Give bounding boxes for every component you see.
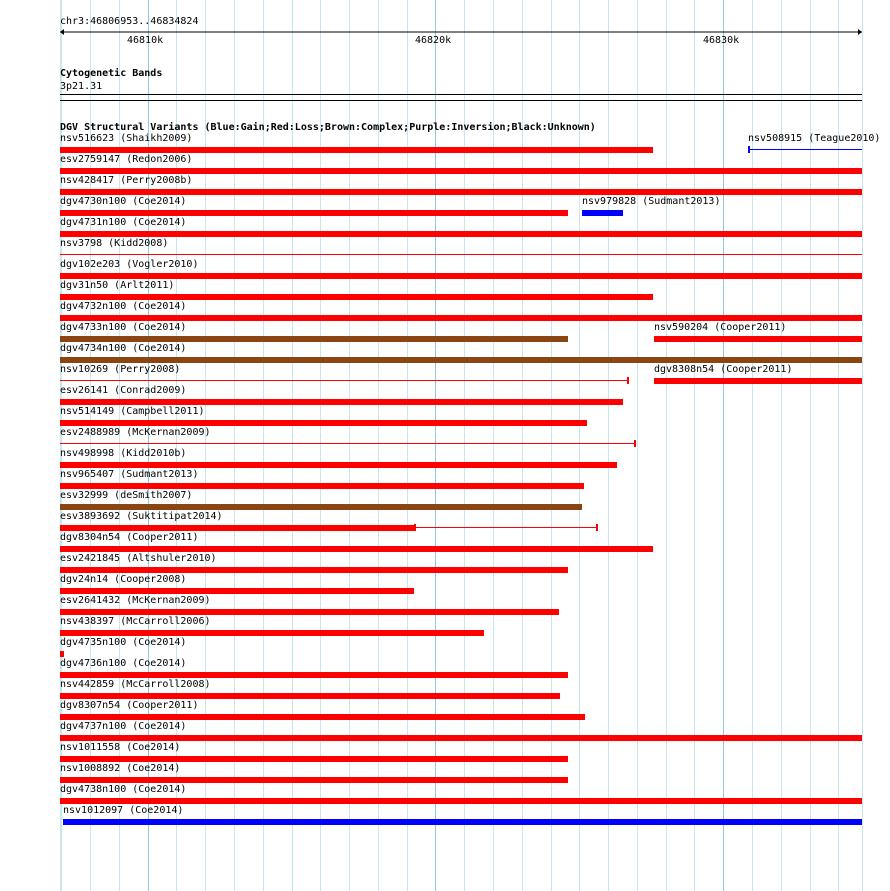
sv-feature-label[interactable]: esv2759147 (Redon2006) xyxy=(60,154,193,165)
sv-feature-bar[interactable] xyxy=(60,651,64,657)
sv-feature-label[interactable]: nsv3798 (Kidd2008) xyxy=(60,238,169,249)
sv-feature-label[interactable]: nsv514149 (Campbell2011) xyxy=(60,406,205,417)
sv-feature-bar[interactable] xyxy=(60,357,862,363)
sv-feature-bar[interactable] xyxy=(582,210,623,216)
sv-feature-bar[interactable] xyxy=(60,189,862,195)
sv-feature-bar[interactable] xyxy=(60,693,560,699)
sv-feature-label[interactable]: esv2488989 (McKernan2009) xyxy=(60,427,211,438)
sv-feature-bar[interactable] xyxy=(60,462,617,468)
sv-feature-label[interactable]: nsv979828 (Sudmant2013) xyxy=(582,196,721,207)
sv-feature-bar[interactable] xyxy=(63,819,862,825)
sv-feature-bar[interactable] xyxy=(60,567,568,573)
ruler-tick-label: 46830k xyxy=(703,35,740,46)
cytoband-track-title: Cytogenetic Bands xyxy=(60,68,163,79)
sv-feature-bar[interactable] xyxy=(60,714,585,720)
sv-feature-label[interactable]: dgv4738n100 (Coe2014) xyxy=(60,784,187,795)
sv-feature-label[interactable]: esv32999 (deSmith2007) xyxy=(60,490,193,501)
sv-feature-label[interactable]: dgv31n50 (Arlt2011) xyxy=(60,280,175,291)
cytoband-name: 3p21.31 xyxy=(60,81,103,92)
sv-feature-bar[interactable] xyxy=(654,336,862,342)
sv-feature-bar[interactable] xyxy=(60,609,559,615)
sv-feature-label[interactable]: nsv516623 (Shaikh2009) xyxy=(60,133,193,144)
sv-feature-label[interactable]: nsv438397 (McCarroll2006) xyxy=(60,616,211,627)
sv-feature-bar[interactable] xyxy=(60,399,623,405)
sv-feature-bar[interactable] xyxy=(60,756,568,762)
cytoband-bar-bottom xyxy=(60,100,862,101)
sv-feature-label[interactable]: dgv4731n100 (Coe2014) xyxy=(60,217,187,228)
sv-feature-bar[interactable] xyxy=(60,777,568,783)
sv-feature-bar[interactable] xyxy=(60,168,862,174)
sv-feature-bar[interactable] xyxy=(748,149,862,150)
sv-feature-bar[interactable] xyxy=(60,273,862,279)
sv-feature-bar[interactable] xyxy=(60,420,587,426)
sv-feature-bar[interactable] xyxy=(60,380,628,381)
sv-feature-bar[interactable] xyxy=(414,527,597,528)
sv-feature-label[interactable]: nsv965407 (Sudmant2013) xyxy=(60,469,199,480)
sv-feature-bar[interactable] xyxy=(60,210,568,216)
sv-feature-label[interactable]: nsv508915 (Teague2010) xyxy=(748,133,881,144)
sv-feature-bar[interactable] xyxy=(654,378,862,384)
sv-feature-label[interactable]: dgv4730n100 (Coe2014) xyxy=(60,196,187,207)
sv-feature-bar[interactable] xyxy=(60,630,484,636)
sv-feature-bar[interactable] xyxy=(60,336,568,342)
sv-feature-bar[interactable] xyxy=(60,315,862,321)
sv-feature-label[interactable]: nsv498998 (Kidd2010b) xyxy=(60,448,187,459)
sv-feature-label[interactable]: dgv8307n54 (Cooper2011) xyxy=(60,700,199,711)
sv-feature-label[interactable]: dgv4736n100 (Coe2014) xyxy=(60,658,187,669)
sv-feature-label[interactable]: nsv1008892 (Coe2014) xyxy=(60,763,181,774)
sv-feature-bar[interactable] xyxy=(60,588,414,594)
sv-feature-label[interactable]: dgv8308n54 (Cooper2011) xyxy=(654,364,793,375)
sv-feature-label[interactable]: dgv8304n54 (Cooper2011) xyxy=(60,532,199,543)
sv-feature-label[interactable]: nsv1011558 (Coe2014) xyxy=(60,742,181,753)
ruler-tick-label: 46820k xyxy=(415,35,452,46)
sv-feature-bar[interactable] xyxy=(60,483,584,489)
sv-feature-label[interactable]: esv26141 (Conrad2009) xyxy=(60,385,187,396)
sv-feature-bar[interactable] xyxy=(60,798,862,804)
sv-feature-bar[interactable] xyxy=(60,546,653,552)
sv-feature-label[interactable]: esv2421845 (Altshuler2010) xyxy=(60,553,217,564)
sv-feature-bar[interactable] xyxy=(60,525,414,531)
sv-feature-bar[interactable] xyxy=(60,294,653,300)
sv-feature-label[interactable]: dgv4734n100 (Coe2014) xyxy=(60,343,187,354)
ruler-location: chr3:46806953..46834824 xyxy=(60,16,199,27)
cytoband-bar-top xyxy=(60,94,862,95)
sv-feature-label[interactable]: nsv1012097 (Coe2014) xyxy=(63,805,184,816)
sv-feature-bar[interactable] xyxy=(60,254,862,255)
sv-feature-bar[interactable] xyxy=(60,735,862,741)
sv-feature-bar[interactable] xyxy=(60,443,635,444)
sv-feature-label[interactable]: dgv102e203 (Vogler2010) xyxy=(60,259,199,270)
dgv-track-title: DGV Structural Variants (Blue:Gain;Red:Loss;Brown:Complex;Purple:Inversion;Black:Unknown) xyxy=(60,122,596,133)
sv-feature-label[interactable]: dgv4733n100 (Coe2014) xyxy=(60,322,187,333)
sv-feature-bar[interactable] xyxy=(60,672,568,678)
sv-feature-label[interactable]: esv3893692 (Suktitipat2014) xyxy=(60,511,223,522)
sv-feature-bar[interactable] xyxy=(60,147,653,153)
sv-feature-label[interactable]: dgv4732n100 (Coe2014) xyxy=(60,301,187,312)
sv-feature-label[interactable]: nsv428417 (Perry2008b) xyxy=(60,175,193,186)
sv-feature-label[interactable]: dgv24n14 (Cooper2008) xyxy=(60,574,187,585)
sv-feature-bar[interactable] xyxy=(60,504,582,510)
sv-feature-label[interactable]: esv2641432 (McKernan2009) xyxy=(60,595,211,606)
sv-feature-label[interactable]: nsv590204 (Cooper2011) xyxy=(654,322,787,333)
ruler-tick-label: 46810k xyxy=(127,35,164,46)
sv-feature-label[interactable]: nsv10269 (Perry2008) xyxy=(60,364,181,375)
sv-feature-label[interactable]: dgv4737n100 (Coe2014) xyxy=(60,721,187,732)
sv-feature-bar[interactable] xyxy=(60,231,862,237)
sv-feature-label[interactable]: dgv4735n100 (Coe2014) xyxy=(60,637,187,648)
sv-feature-label[interactable]: nsv442859 (McCarroll2008) xyxy=(60,679,211,690)
